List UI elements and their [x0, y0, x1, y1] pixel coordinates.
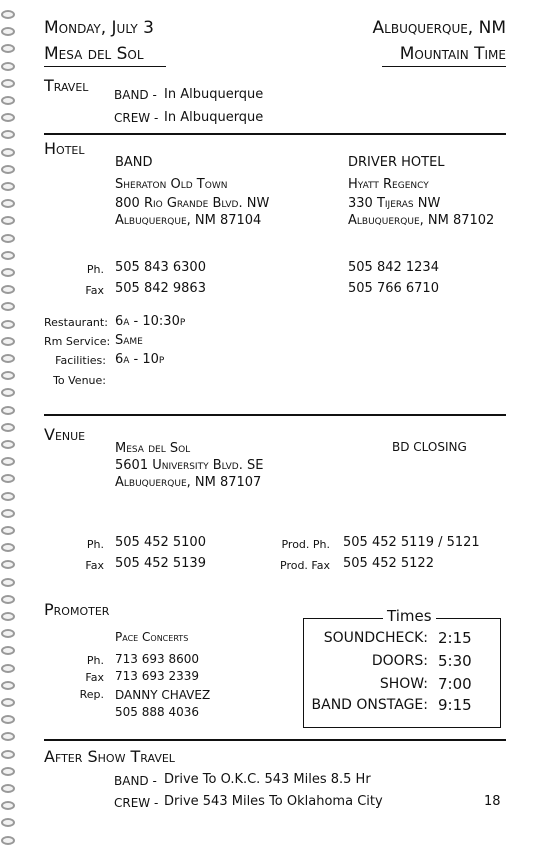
binding-ring: [1, 96, 15, 105]
binding-ring: [1, 199, 15, 208]
prod-ph-label: Prod. Ph.: [281, 538, 330, 551]
binding-ring: [1, 612, 15, 621]
travel-band-value: In Albuquerque: [164, 87, 264, 102]
binding-ring: [1, 354, 15, 363]
binding-ring: [1, 509, 15, 518]
header-city: Albuquerque, NM: [372, 18, 506, 38]
promoter-phone: 713 693 8600: [115, 652, 199, 666]
binding-ring: [1, 818, 15, 827]
binding-ring: [1, 216, 15, 225]
binding-ring: [1, 371, 15, 380]
section-title-hotel: Hotel: [44, 139, 85, 158]
promoter-name: Pace Concerts: [115, 630, 189, 644]
binding-ring: [1, 560, 15, 569]
hotel-band-phone: 505 843 6300: [115, 260, 206, 275]
binding-ring: [1, 457, 15, 466]
venue-fax: 505 452 5139: [115, 556, 206, 571]
section-title-after-show: After Show Travel: [44, 747, 175, 766]
binding-ring: [1, 44, 15, 53]
binding-ring: [1, 234, 15, 243]
section-title-promoter: Promoter: [44, 600, 110, 619]
hotel-driver-heading: DRIVER HOTEL: [348, 155, 445, 170]
after-band-value: Drive To O.K.C. 543 Miles 8.5 Hr: [164, 772, 371, 787]
soundcheck-label: SOUNDCHECK:: [323, 630, 428, 646]
after-band-label: BAND -: [114, 774, 157, 788]
rmservice-value: Same: [115, 333, 143, 348]
hotel-driver-citystate: Albuquerque, NM 87102: [348, 213, 495, 228]
hotel-band-fax: 505 842 9863: [115, 281, 206, 296]
show-time: 7:00: [438, 675, 472, 693]
binding-ring: [1, 629, 15, 638]
binding-ring: [1, 148, 15, 157]
promoter-rep-name: DANNY CHAVEZ: [115, 688, 211, 702]
binding-ring: [1, 784, 15, 793]
binding-ring: [1, 62, 15, 71]
travel-crew-value: In Albuquerque: [164, 110, 264, 125]
header-venue: Mesa del Sol: [44, 44, 144, 64]
after-crew-value: Drive 543 Miles To Oklahoma City: [164, 794, 383, 809]
binding-ring: [1, 388, 15, 397]
binding-ring: [1, 664, 15, 673]
binding-ring: [1, 750, 15, 759]
divider: [44, 739, 506, 741]
venue-fax-label: Fax: [85, 559, 104, 572]
facilities-value: 6a - 10p: [115, 352, 165, 367]
promoter-fax-label: Fax: [85, 671, 104, 684]
hotel-band-heading: BAND: [115, 155, 153, 170]
binding-ring: [1, 285, 15, 294]
hotel-driver-fax: 505 766 6710: [348, 281, 439, 296]
hotel-band-citystate: Albuquerque, NM 87104: [115, 213, 262, 228]
promoter-rep-label: Rep.: [79, 688, 104, 701]
hotel-band-name: Sheraton Old Town: [115, 177, 228, 192]
binding-ring: [1, 423, 15, 432]
binding-ring: [1, 698, 15, 707]
section-title-venue: Venue: [44, 425, 86, 444]
binding-ring: [1, 801, 15, 810]
binding-ring: [1, 440, 15, 449]
prod-fax: 505 452 5122: [343, 556, 434, 571]
binding-ring: [1, 646, 15, 655]
travel-crew-label: CREW -: [114, 111, 159, 125]
venue-ph-label: Ph.: [86, 538, 104, 551]
travel-band-label: BAND -: [114, 88, 157, 102]
venue-note: BD CLOSING: [392, 440, 467, 454]
hotel-driver-name: Hyatt Regency: [348, 177, 429, 192]
facilities-label: Facilities:: [55, 354, 106, 367]
underline-timezone: [382, 66, 506, 67]
promoter-ph-label: Ph.: [86, 654, 104, 667]
binding-ring: [1, 27, 15, 36]
binding-ring: [1, 79, 15, 88]
binding-ring: [1, 406, 15, 415]
page-number: 18: [484, 794, 501, 809]
binding-ring: [1, 113, 15, 122]
binding-ring: [1, 474, 15, 483]
hotel-ph-label: Ph.: [86, 263, 104, 276]
after-crew-label: CREW -: [114, 796, 159, 810]
underline-venue: [44, 66, 166, 67]
binding-ring: [1, 732, 15, 741]
divider: [44, 133, 506, 135]
venue-address: 5601 University Blvd. SE: [115, 458, 264, 473]
binding-ring: [1, 595, 15, 604]
doors-label: DOORS:: [371, 653, 428, 669]
promoter-fax: 713 693 2339: [115, 669, 199, 683]
prod-phone: 505 452 5119 / 5121: [343, 535, 480, 550]
binding-ring: [1, 526, 15, 535]
onstage-label: BAND ONSTAGE:: [311, 697, 428, 713]
binding-ring: [1, 767, 15, 776]
binding-ring: [1, 836, 15, 845]
binding-ring: [1, 268, 15, 277]
tovenue-label: To Venue:: [53, 374, 106, 387]
venue-phone: 505 452 5100: [115, 535, 206, 550]
venue-name: Mesa del Sol: [115, 441, 191, 456]
promoter-rep-phone: 505 888 4036: [115, 705, 199, 719]
header-date: Monday, July 3: [44, 18, 154, 38]
binding-ring: [1, 320, 15, 329]
binding-ring: [1, 492, 15, 501]
binding-ring: [1, 578, 15, 587]
rmservice-label: Rm Service:: [44, 335, 111, 348]
binding-ring: [1, 130, 15, 139]
hotel-driver-phone: 505 842 1234: [348, 260, 439, 275]
times-title: Times: [383, 607, 436, 625]
restaurant-label: Restaurant:: [44, 316, 108, 329]
binding-ring: [1, 715, 15, 724]
onstage-time: 9:15: [438, 696, 472, 714]
divider: [44, 414, 506, 416]
binding-ring: [1, 337, 15, 346]
doors-time: 5:30: [438, 652, 472, 670]
binding-ring: [1, 251, 15, 260]
soundcheck-time: 2:15: [438, 629, 472, 647]
binding-ring: [1, 165, 15, 174]
section-title-travel: Travel: [44, 76, 89, 95]
hotel-driver-address: 330 Tijeras NW: [348, 196, 441, 211]
venue-citystate: Albuquerque, NM 87107: [115, 475, 262, 490]
show-label: SHOW:: [379, 676, 428, 692]
binding-ring: [1, 302, 15, 311]
restaurant-value: 6a - 10:30p: [115, 314, 186, 329]
binding-ring: [1, 543, 15, 552]
binding-ring: [1, 681, 15, 690]
binding-ring: [1, 182, 15, 191]
header-timezone: Mountain Time: [399, 44, 506, 64]
hotel-band-address: 800 Rio Grande Blvd. NW: [115, 196, 270, 211]
prod-fax-label: Prod. Fax: [280, 559, 330, 572]
binding-ring: [1, 10, 15, 19]
hotel-fax-label: Fax: [85, 284, 104, 297]
